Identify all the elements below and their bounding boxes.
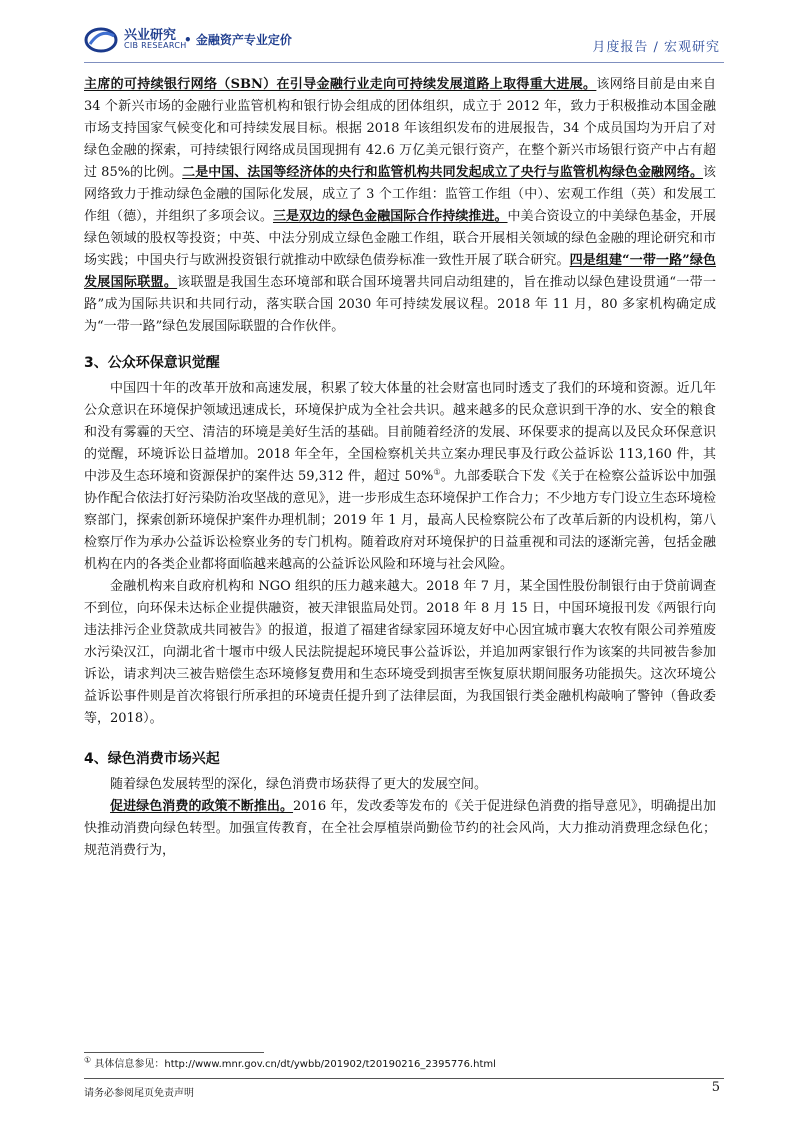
emphasis-belt-road: 四是组建“一带一路”绿色发展国际联盟。 <box>84 253 716 290</box>
text-sbn: 该网络目前是由来自 34 个新兴市场的金融行业监管机构和银行协会组成的团体组织，成立于 2012 年，致力于积极推动本国金融市场支持国家气候变化和可持续发展目标。根据 2018 年该组织发布的进展报告，34 个成员国均为开启了对绿色金融的探索，可持续银行网络成员国现拥有 42.6 万亿美元银行资产，在整个新兴市场银行资产中占有超过 85%的比例。 <box>84 77 716 180</box>
page-header <box>0 0 800 66</box>
paragraph-ngo-pressure: 金融机构来自政府机构和 NGO 组织的压力越来越大。2018 年 7 月，某全国性股份制银行由于贷前调查不到位，向环保未达标企业提供融资，被天津银监局处罚。2018 年 8 月 15 日，中国环境报刊发《两银行向违法排污企业贷款成共同被告》的报道，报道了福建省绿家园环境友好中心因宜城市襄大农牧有限公司养殖废水污染汉江，向湖北省十堰市中级人民法院提起环境民事公益诉讼，并追加两家银行作为该案的共同被告参加诉讼，请求判决三被告赔偿生态环境修复费用和生态环境受到损害至恢复原状期间服务功能损失。这次环境公益诉讼事件则是首次将银行所承担的环境责任提升到了法律层面，为我国银行类金融机构敲响了警钟（鲁政委等，2018）。 <box>84 579 716 726</box>
text-ngfs: 该网络致力于推动绿色金融的国际化发展，成立了 3 个工作组：监管工作组（中）、宏观工作组（英）和发展工作组（德），并组织了多项会议。 <box>84 165 716 224</box>
footnote-mark: ① <box>84 1055 92 1065</box>
logo-text-cn: 兴业研究 <box>124 28 177 43</box>
text-belt-road: 该联盟是我国生态环境部和联合国环境署共同启动组建的，旨在推动以绿色建设贯通“一带一路”成为国际共识和共同行动，落实联合国 2030 年可持续发展议程。2018 年 11 月，80 多家机构确定成为“一带一路”绿色发展国际联盟的合作伙伴。 <box>84 275 716 334</box>
footnote-ref[interactable]: ① <box>433 467 441 477</box>
text-awareness-b: 。九部委联合下发《关于在检察公益诉讼中加强协作配合依法打好污染防治攻坚战的意见》，进一步形成生态环境保护工作合力；不少地方专门设立生态环境检察部门，探索创新环境保护案件办理机制；2019 年 1 月，最高人民检察院公布了改革后新的内设机构，第八检察厅作为承办公益诉讼检察业务的专门机构。随着政府对环境保护的日益重视和司法的逐渐完善，包括金融机构在内的各类企业都将面临越来越高的公益诉讼风险和环境与社会风险。 <box>84 469 717 572</box>
disclaimer-text: 请务必参阅尾页免责声明 <box>84 1088 194 1099</box>
emphasis-sbn: 主席的可持续银行网络（SBN）在引导金融行业走向可持续发展道路上取得重大进展。 <box>84 77 597 92</box>
emphasis-policy: 促进绿色消费的政策不断推出。 <box>110 799 294 814</box>
report-body <box>84 74 716 862</box>
text-awareness-a: 中国四十年的改革开放和高速发展，积累了较大体量的社会财富也同时透支了我们的环境和资源。近几年公众意识在环境保护领域迅速成长，环境保护成为全社会共识。越来越多的民众意识到干净的水、安全的粮食和没有雾霾的天空、清洁的环境是美好生活的基础。目前随着经济的发展、环保要求的提高以及民众环保意识的觉醒，环境诉讼日益增加。2018 年全年，全国检察机关共立案办理民事及行政公益诉讼 113,160 件，其中涉及生态环境和资源保护的案件达 59,312 件，超过 50% <box>84 381 716 484</box>
paragraph-international-cooperation <box>84 74 716 338</box>
text-bilateral: 中美合资设立的中美绿色基金，开展绿色领域的股权等投资；中英、中法分别成立绿色金融工作组，联合开展相关领域的绿色金融的理论研究和市场实践；中国央行与欧洲投资银行就推动中欧绿色债券标准一致性开展了联合研究。 <box>84 209 716 268</box>
logo-text-en: CIB RESEARCH <box>124 41 187 50</box>
footer-divider <box>84 1078 724 1079</box>
footnote-label: 具体信息参见： <box>91 1059 165 1070</box>
emphasis-ngfs: 二是中国、法国等经济体的央行和监管机构共同发起成立了央行与监管机构绿色金融网络。 <box>182 165 703 180</box>
footnote-divider <box>84 1052 264 1053</box>
section-heading-3: 3、公众环保意识觉醒 <box>84 355 220 371</box>
page-number: 5 <box>711 1080 720 1095</box>
footnote <box>84 1055 496 1072</box>
emphasis-bilateral: 三是双边的绿色金融国际合作持续推进。 <box>272 209 508 224</box>
footnote-link[interactable]: http://www.mnr.gov.cn/dt/ywbb/201902/t20190216_2395776.html <box>164 1059 496 1070</box>
paragraph-green-consumption-policy <box>84 796 716 862</box>
paragraph-green-consumption-intro: 随着绿色发展转型的深化，绿色消费市场获得了更大的发展空间。 <box>110 777 488 792</box>
header-divider <box>84 62 724 63</box>
report-type: 月度报告 / 宏观研究 <box>592 40 720 55</box>
section-heading-4: 4、绿色消费市场兴起 <box>84 751 220 767</box>
text-policy: 2016 年，发改委等发布的《关于促进绿色消费的指导意见》，明确提出加快推动消费向绿色转型。加强宣传教育，在全社会厚植崇尚勤俭节约的社会风尚，大力推动消费理念绿色化；规范消费行为， <box>84 799 716 858</box>
logo-mark-icon <box>84 24 120 56</box>
paragraph-public-awareness <box>84 378 716 576</box>
header-tagline: • 金融资产专业定价 <box>184 33 292 47</box>
